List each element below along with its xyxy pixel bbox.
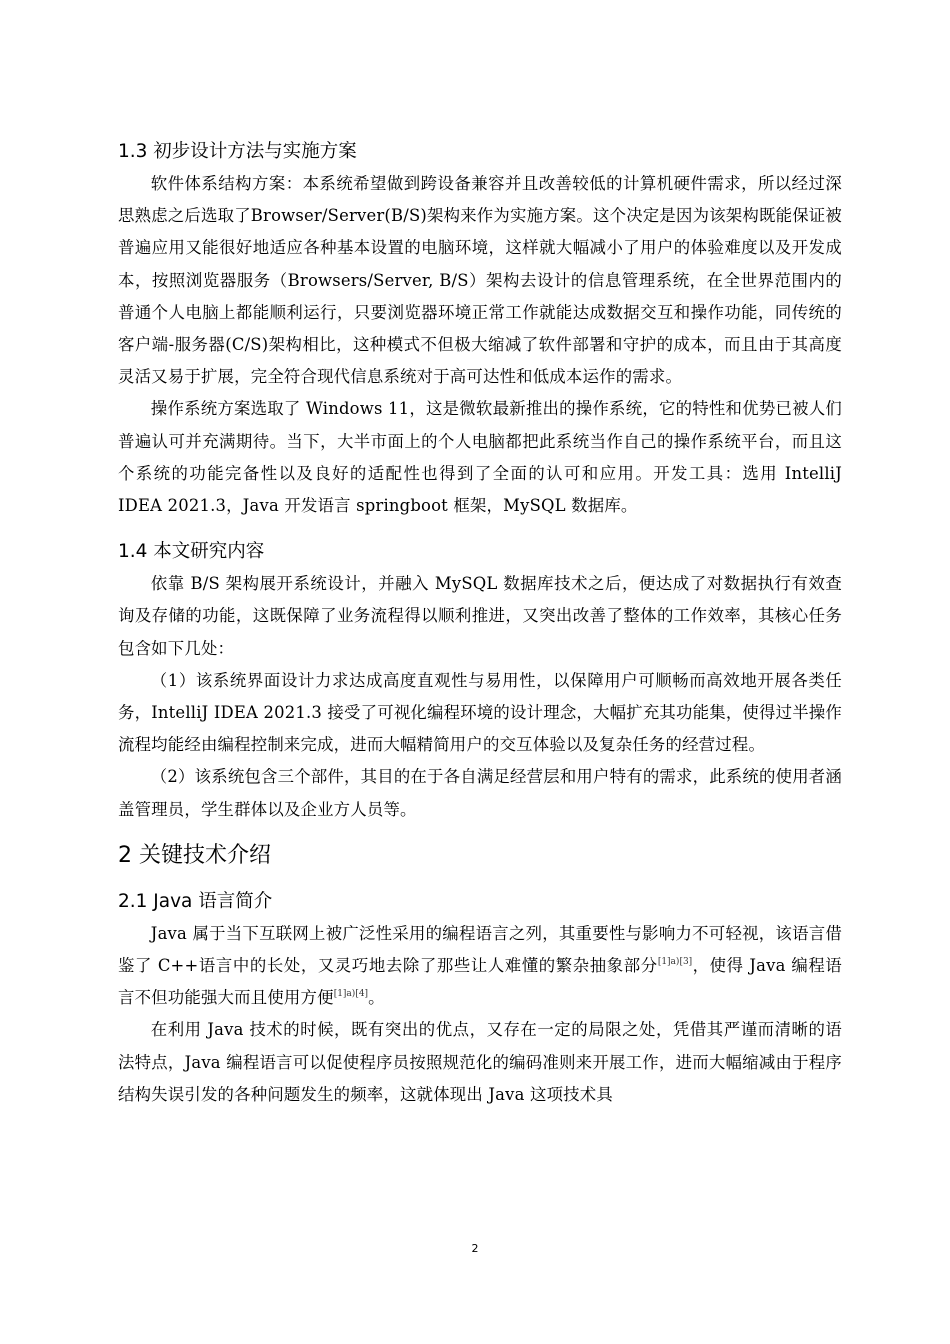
page-number: 2	[471, 1242, 479, 1255]
paragraph-research-item-2: （2）该系统包含三个部件，其目的在于各自满足经营层和用户特有的需求，此系统的使用者涵盖管理员，学生群体以及企业方人员等。	[118, 767, 842, 819]
java-intro-text-2: ，使得 Java 编程语言不但功能强大而且使用方便	[118, 956, 842, 1008]
paragraph-research-item-1: （1）该系统界面设计力求达成高度直观性与易用性，以保障用户可顺畅而高效地开展各类任务，IntelliJ IDEA 2021.3 接受了可视化编程环境的设计理念，大幅扩充其功能集，使得过半操作流程均能经由编程控制来完成，进而大幅精简用户的交互体验以及复杂任务的经营过程。	[118, 670, 842, 755]
citation-ref-1: [1]a)[3]	[657, 957, 693, 968]
chapter-heading-2: 2 关键技术介绍	[118, 842, 271, 868]
paragraph-java-intro	[118, 918, 842, 1015]
section-heading-1-4: 1.4 本文研究内容	[118, 541, 265, 563]
paragraph-java-features: 在利用 Java 技术的时候，既有突出的优点，又存在一定的局限之处，凭借其严谨而清晰的语法特点，Java 编程语言可以促使程序员按照规范化的编码准则来开展工作，进而大幅缩减由于程序结构失误引发的各种问题发生的频率，这就体现出 Java 这项技术具	[118, 1020, 842, 1104]
java-intro-text-1: Java 属于当下互联网上被广泛性采用的编程语言之列，其重要性与影响力不可轻视，该语言借鉴了 C++语言中的长处，又灵巧地去除了那些让人难懂的繁杂抽象部分	[118, 923, 842, 976]
paragraph-os: 操作系统方案选取了 Windows 11，这是微软最新推出的操作系统，它的特性和优势已被人们普遍认可并充满期待。当下，大半市面上的个人电脑都把此系统当作自己的操作系统平台，而且这个系统的功能完备性以及良好的适配性也得到了全面的认可和应用。开发工具：选用 IntelliJ IDEA 2021.3，Java 开发语言 springboot 框架，MySQL 数据库。	[118, 399, 842, 516]
citation-ref-2: [1]a)[4]	[333, 989, 369, 1000]
section-heading-1-3: 1.3 初步设计方法与实施方案	[118, 141, 357, 162]
page-content	[118, 138, 842, 1111]
section-heading-2-1: 2.1 Java 语言简介	[118, 890, 273, 912]
paragraph-research-intro: 依靠 B/S 架构展开系统设计，并融入 MySQL 数据库技术之后，便达成了对数据执行有效查询及存储的功能，这既保障了业务流程得以顺利推进，又突出改善了整体的工作效率，其核心任务包含如下几处：	[118, 574, 842, 658]
java-intro-text-3: 。	[368, 988, 385, 1008]
paragraph-architecture: 软件体系结构方案：本系统希望做到跨设备兼容并且改善较低的计算机硬件需求，所以经过深思熟虑之后选取了Browser/Server(B/S)架构来作为实施方案。这个决定是因为该架构既能保证被普遍应用又能很好地适应各种基本设置的电脑环境，这样就大幅减小了用户的体验难度以及开发成本，按照浏览器服务（Browsers/Server, B/S）架构去设计的信息管理系统，在全世界范围内的普通个人电脑上都能顺利运行，只要浏览器环境正常工作就能达成数据交互和操作功能，同传统的客户端-服务器(C/S)架构相比，这种模式不但极大缩减了软件部署和守护的成本，而且由于其高度灵活又易于扩展，完全符合现代信息系统对于高可达性和低成本运作的需求。	[118, 174, 842, 387]
